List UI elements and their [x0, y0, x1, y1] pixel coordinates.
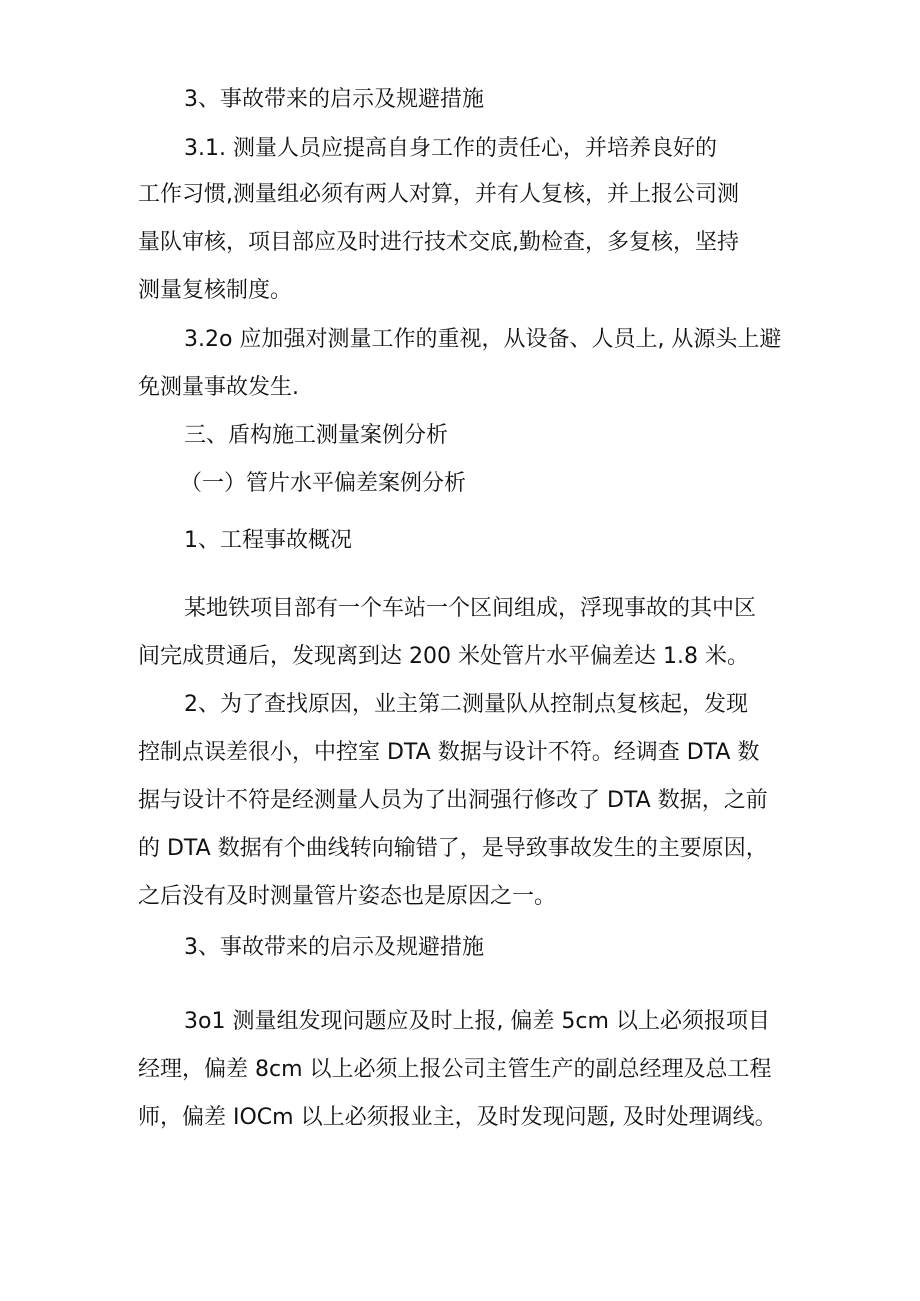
paragraph-line: 3.2o 应加强对测量工作的重视，从设备、人员上, 从源头上避: [184, 327, 782, 352]
subsection-heading: 1、工程事故概况: [184, 528, 352, 553]
paragraph-line: 据与设计不符是经测量人员为了出洞强行修改了 DTA 数据，之前: [138, 788, 768, 813]
paragraph-line: 2、为了查找原因，业主第二测量队从控制点复核起，发现: [184, 692, 748, 717]
paragraph-line: 控制点误差很小，中控室 DTA 数据与设计不符。经调查 DTA 数: [138, 740, 760, 765]
paragraph-line: 3o1 测量组发现问题应及时上报, 偏差 5cm 以上必须报项目: [184, 1009, 770, 1034]
paragraph-line: 量队审核，项目部应及时进行技术交底,勤检查，多复核，坚持: [138, 230, 739, 255]
paragraph-line: 的 DTA 数据有个曲线转向输错了，是导致事故发生的主要原因，: [138, 836, 768, 861]
paragraph-line: 免测量事故发生.: [138, 375, 299, 400]
paragraph-line: 之后没有及时测量管片姿态也是原因之一。: [138, 884, 557, 909]
paragraph-line: 经理，偏差 8cm 以上必须上报公司主管生产的副总经理及总工程: [138, 1057, 772, 1082]
paragraph-line: 测量复核制度。: [138, 278, 293, 303]
section-heading: 3、事故带来的启示及规避措施: [184, 87, 484, 112]
section-heading: 3、事故带来的启示及规避措施: [184, 935, 484, 960]
subsection-heading: （一）管片水平偏差案例分析: [180, 471, 467, 496]
paragraph-line: 间完成贯通后，发现离到达 200 米处管片水平偏差达 1.8 米。: [138, 644, 749, 669]
paragraph-line: 工作习惯,测量组必须有两人对算，并有人复核，并上报公司测: [138, 182, 739, 207]
section-heading: 三、盾构施工测量案例分析: [184, 423, 449, 448]
paragraph-line: 3.1. 测量人员应提高自身工作的责任心，并培养良好的: [184, 136, 717, 161]
paragraph-line: 某地铁项目部有一个车站一个区间组成，浮现事故的其中区: [184, 596, 757, 621]
paragraph-line: 师，偏差 IOCm 以上必须报业主，及时发现问题, 及时处理调线。: [138, 1105, 777, 1130]
